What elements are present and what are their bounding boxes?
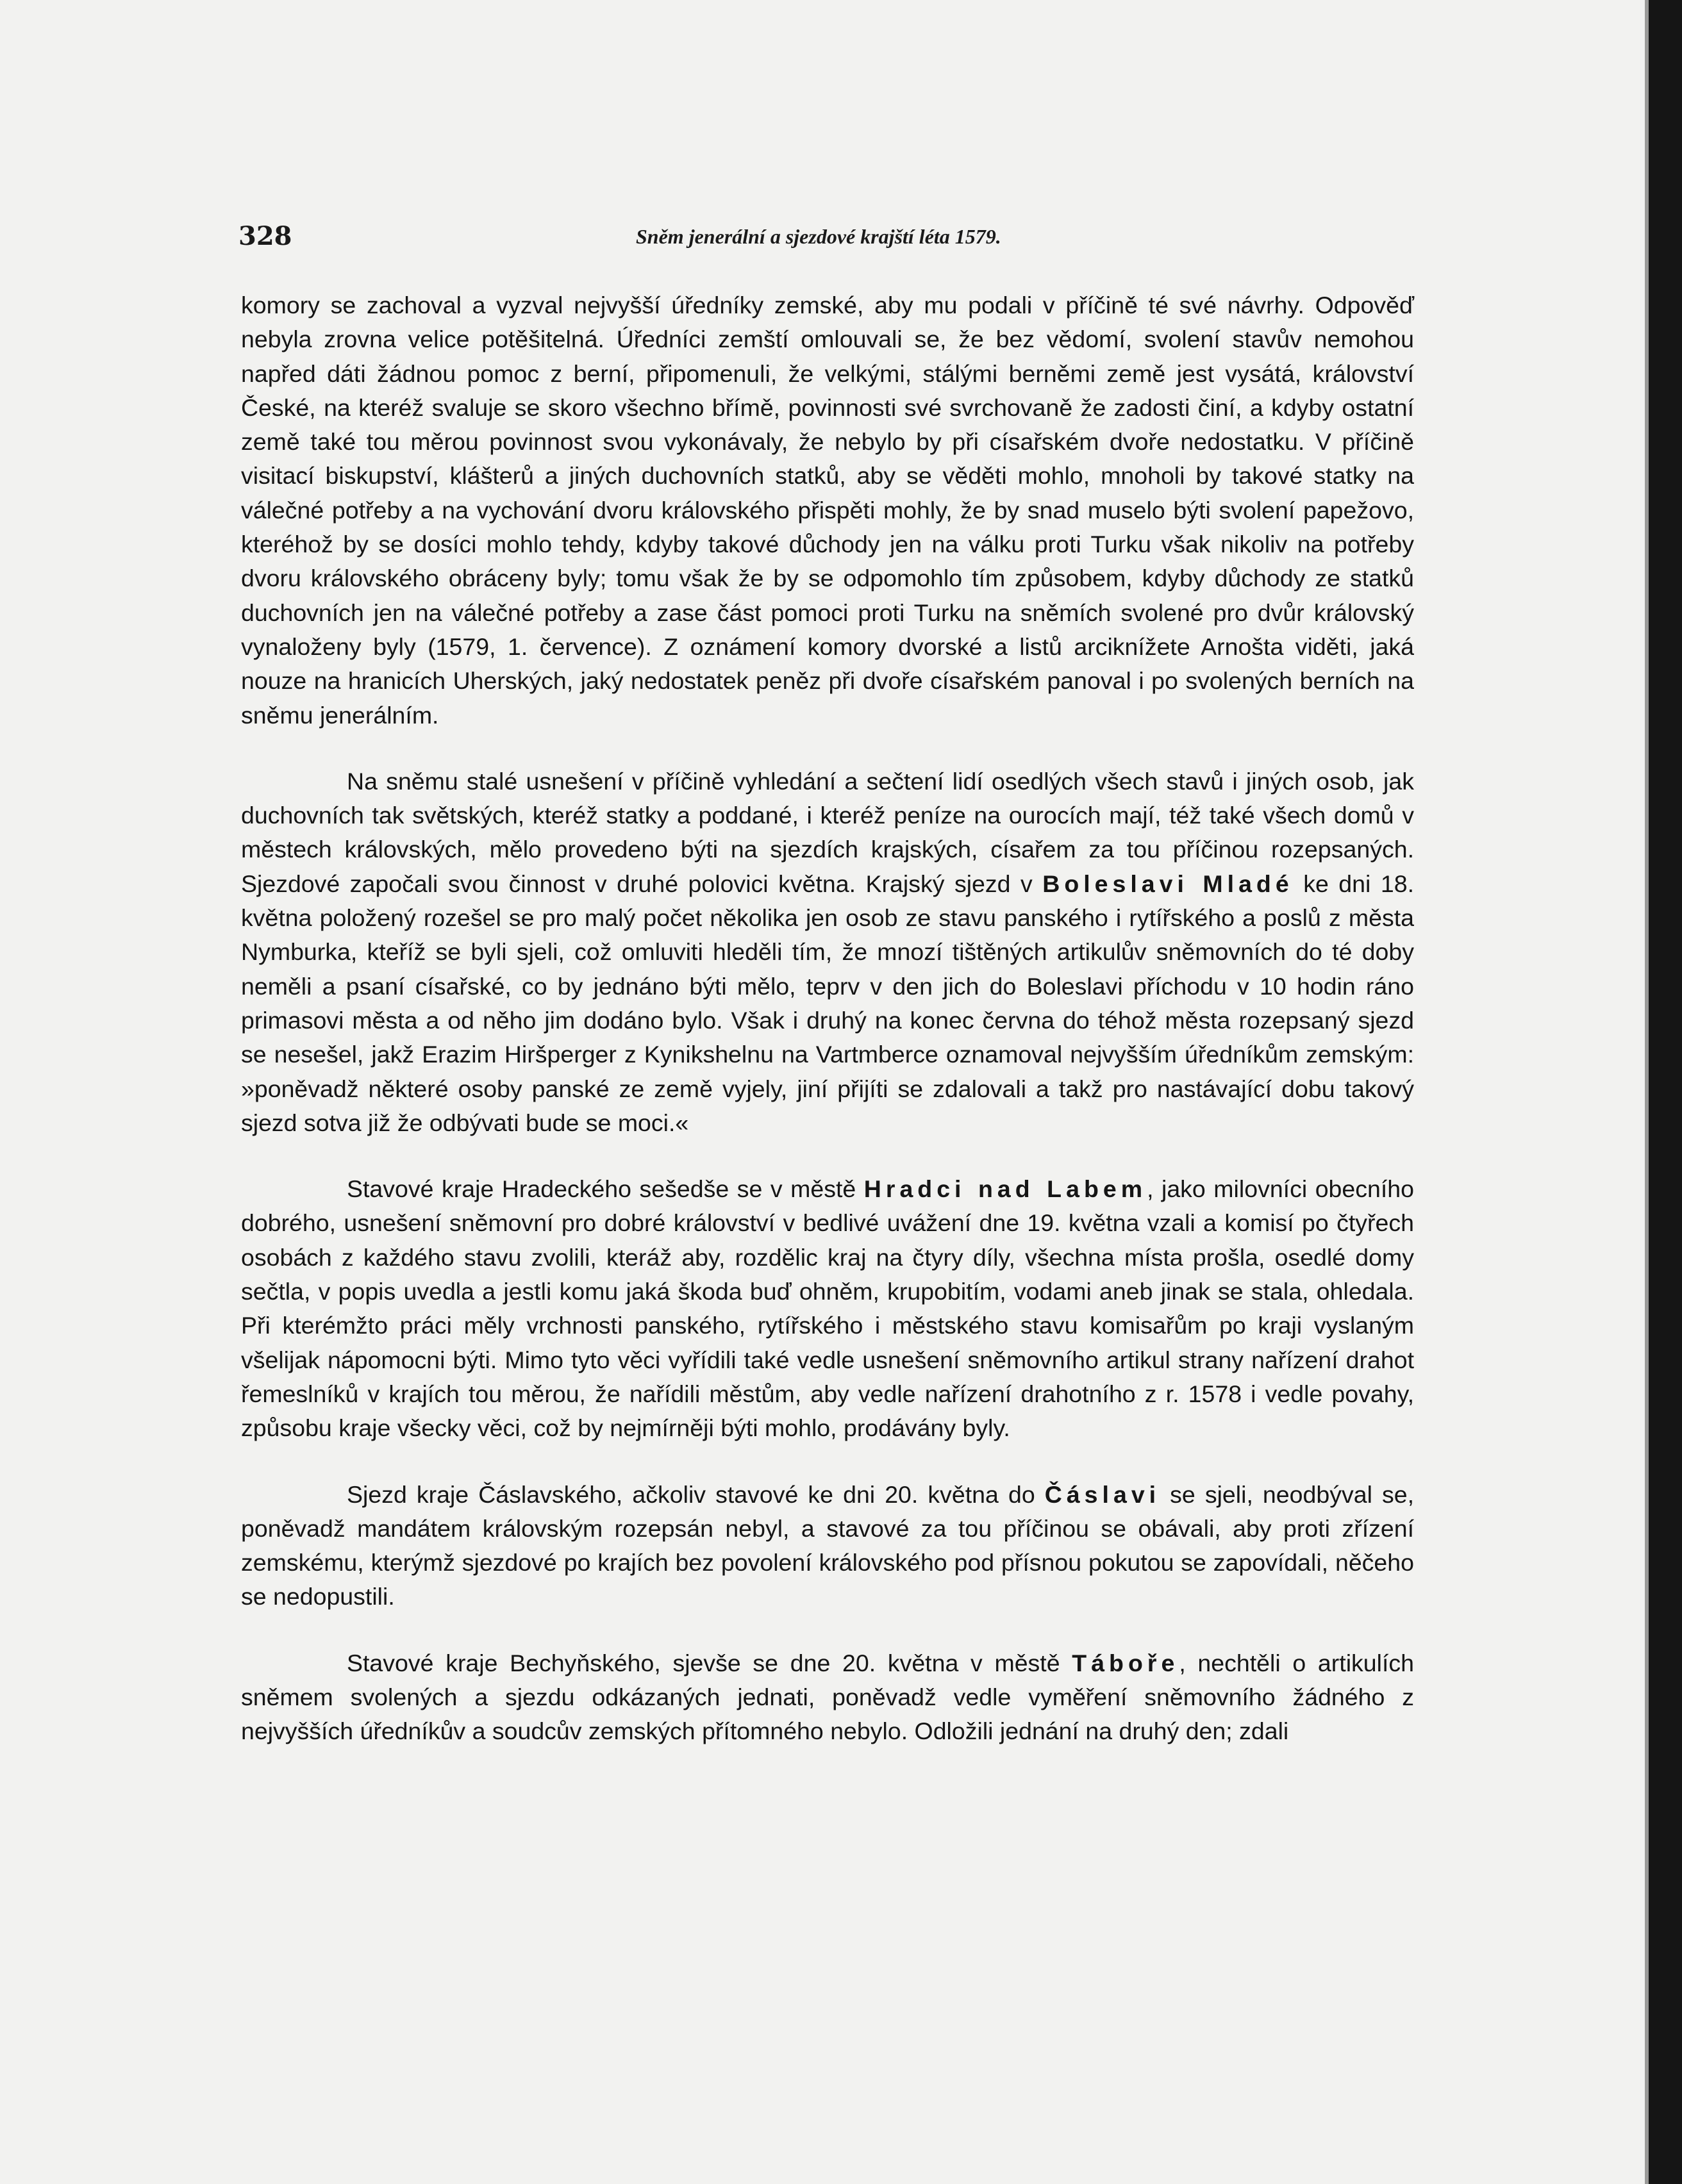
paragraph-gap [241, 1446, 1414, 1478]
paragraph-3-text-b: , jako milovníci obecního dobrého, usnešení sněmovní pro dobré království v bedlivé uvážení dne 19. května vzali a komisí po čtyřech osobách z každého stavu zvolili, kteráž aby, rozdělic kraj na čtyry díly, všechna místa prošla, osedlé domy sečtla, v popis uvedla a jestli komu jaká škoda buď ohněm, krupobitím, vodami aneb jinak se stala, ohledala. Při kterémžto práci měly vrchnosti panského, rytířského i městského stavu komisařům po kraji vyslaným všelijak nápomocni býti. Mimo tyto věci vyřídili také vedle usnešení sněmovního artikul strany nařízení drahot řemeslníků v krajích tou měrou, že nařídili městům, aby vedle nařízení drahotního z r. 1578 i vedle povahy, způsobu kraje všecky věci, což by nejmírněji býti mohlo, prodávány byly. [241, 1175, 1414, 1442]
paragraph-gap [241, 732, 1414, 765]
running-title: Sněm jenerální a sjezdové krajští léta 1579. [636, 225, 1001, 248]
body-text [241, 288, 1414, 1749]
place-name-tabor: Táboře [1072, 1649, 1179, 1676]
paragraph-4-text-b: se sjeli, neodbýval se, poněvadž mandátem královským rozepsán nebyl, a stavové za tou příčinou se obávali, aby proti zřízení zemskému, kterýmž sjezdové po krajích bez povolení královského pod přísnou pokutou se zapovídali, něčeho se nedopustili. [241, 1480, 1414, 1610]
place-name-caslav: Čáslavi [1044, 1480, 1161, 1508]
paragraph-4-text-a: Sjezd kraje Čáslavského, ačkoliv stavové ke dni 20. května do [347, 1480, 1045, 1508]
paragraph-gap [241, 1614, 1414, 1646]
page-number: 328 [238, 221, 292, 251]
paragraph-5-text-a: Stavové kraje Bechyňského, sjevše se dne 20. května v městě [347, 1649, 1072, 1676]
paragraph-gap [241, 1140, 1414, 1172]
paragraph-3-text-a: Stavové kraje Hradeckého sešedše se v městě [347, 1175, 864, 1203]
paragraph-3 [241, 1172, 1414, 1445]
page-header [238, 221, 1444, 260]
paragraph-4 [241, 1478, 1414, 1614]
paragraph-5 [241, 1646, 1414, 1749]
paragraph-2 [241, 765, 1414, 1140]
place-name-boleslav: Boleslavi Mladé [1042, 870, 1294, 897]
paragraph-2-text-b: ke dni 18. května položený rozešel se pro malý počet několika jen osob ze stavu panského i rytířského a poslů z města Nymburka, kteříž se byli sjeli, což omluviti hleděli tím, že mnozí tištěných artikulův sněmovních do té doby neměli a psaní císařské, co by jednáno býti mělo, teprv v den jich do Boleslavi příchodu v 10 hodin ráno primasovi města a od něho jim dodáno bylo. Však i druhý na konec června do téhož města rozepsaný sjezd se nesešel, jakž Erazim Hiršperger z Kynikshelnu na Vartmberce oznamoval nejvyšším úředníkům zemským: »poněvadž některé osoby panské ze země vyjely, jiní přijíti se zdalovali a takž pro nastávající dobu takový sjezd sotva již že odbývati bude se moci.« [241, 870, 1414, 1136]
place-name-hradec: Hradci nad Labem [863, 1175, 1147, 1203]
paragraph-5-text-b: , nechtěli o artikulích sněmem svolených a sjezdu odkázaných jednati, poněvadž vedle vyměření sněmovního žádného z nejvyšších úředníkův a soudcův zemských přítomného nebylo. Odložili jednání na druhý den; zdali [241, 1649, 1414, 1745]
scan-border [1649, 0, 1682, 2184]
paragraph-2-text-a: Na sněmu stalé usnešení v příčině vyhledání a sečtení lidí osedlých všech stavů i jiných osob, jak duchovních tak světských, kteréž statky a poddané, i kteréž peníze na ourocích mají, též také všech domů v městech královských, mělo provedeno býti na sjezdích krajských, císařem za tou příčinou rozepsaných. Sjezdové započali svou činnost v druhé polovici května. Krajský sjezd v [241, 767, 1414, 897]
paragraph-1: komory se zachoval a vyzval nejvyšší úředníky zemské, aby mu podali v příčině té své návrhy. Odpověď nebyla zrovna velice potěšitelná. Úředníci zemští omlouvali se, že bez vědomí, svolení stavův nemohou napřed dáti žádnou pomoc z berní, připomenuli, že velkými, stálými berněmi země jest vysátá, království České, na kteréž svaluje se skoro všechno břímě, povinnosti své svrchovaně že zadosti činí, a kdyby ostatní země také tou měrou povinnost svou vykonávaly, že nebylo by při císařském dvoře nedostatku. V příčině visitací biskupství, klášterů a jiných duchovních statků, aby se věděti mohlo, mnoholi by takové statky na válečné potřeby a na vychování dvoru královského přispěti mohly, že by snad muselo býti svolení papežovo, kteréhož by se dosíci mohlo tehdy, kdyby takové důchody jen na válku proti Turku však nikoliv na potřeby dvoru královského obráceny byly; tomu však že by se odpomohlo tím způsobem, kdyby důchody ze statků duchovních jen na válečné potřeby a zase část pomoci proti Turku na sněmích svolené pro dvůr královský vynaloženy byly (1579, 1. července). Z oznámení komory dvorské a listů arciknížete Arnošta viděti, jaká nouze na hranicích Uherských, jaký nedostatek peněz při dvoře císařském panoval i po svolených berních na sněmu jenerálním. [241, 292, 1414, 729]
